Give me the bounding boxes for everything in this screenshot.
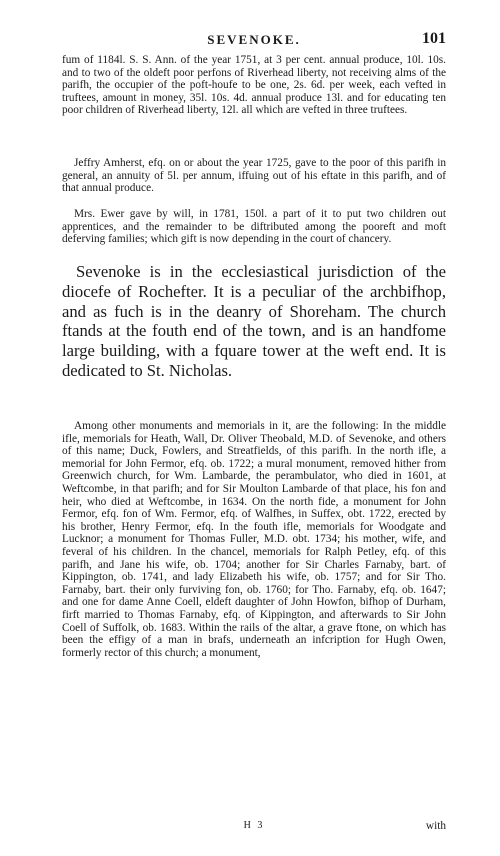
paragraph-jeffry-amherst: Jeffry Amherst, efq. on or about the year 1725, gave to the poor of this parifh in general, an annuity of 5l. per annum, iffuing out of his eftate in this parifh, and of that annual produce.: [62, 157, 446, 195]
catchword: with: [425, 820, 446, 832]
page-number: 101: [422, 30, 446, 47]
paragraph-ecclesiastical-jurisdiction: Sevenoke is in the ecclesiastical jurisdiction of the diocefe of Rochefter. It is a peculiar of the archbifhop, and as fuch is in the deanry of Shoreham. The church ftands at the fouth end of the town, and is an handfome large building, with a fquare tower at the weft end. It is dedicated to St. Nicholas.: [62, 262, 446, 380]
page-footer: [62, 820, 446, 834]
paragraph-mrs-ewer: Mrs. Ewer gave by will, in 1781, 150l. a part of it to put two children out apprentices, and the remainder to be diftributed among the pooreft and moft deferving families; which gift is now depending in the court of chancery.: [62, 208, 446, 246]
paragraph-monuments: Among other monuments and memorials in it, are the following: In the middle ifle, memorials for Heath, Wall, Dr. Oliver Theobald, M.D. of Sevenoke, and others of this name; Duck, Fowlers, and Streatfields, of this parifh. In the north ifle, a memorial for John Fermor, efq. ob. 1722; a mural monument, removed hither from Greenwich church, for Wm. Lambarde, the perambulator, who died in 1601, at Weftcombe, in that parifh; and for Sir Moulton Lambarde of that place, his fon and heir, who died at Weftcombe, in 1634. On the north fide, a monument for John Fermor, efq. fon of Wm. Fermor, efq. of Walfhes, in Suffex, obt. 1722, erected by his brother, Henry Fermor, efq. In the fouth ifle, memorials for Woodgate and Lucknor; a monument for Thomas Fuller, M.D. obt. 1734; his mother, wife, and feveral of his children. In the chancel, memorials for Ralph Petley, efq. of this parifh, and Jane his wife, ob. 1704; another for Sir Charles Farnaby, bart. of Kippington, ob. 1741, and lady Elizabeth his wife, ob. 1757; and for Sir Tho. Farnaby, bart. their only furviving fon, ob. 1760; for Tho. Farnaby, efq. ob. 1647; and one for dame Anne Coell, eldeft daughter of John Howfon, bifhop of Durham, firft married to Thomas Farnaby, efq. of Kippington, and afterwards to Sir John Coell of Suffolk, ob. 1683. Within the rails of the altar, a grave ftone, on which has been the effigy of a man in brafs, underneath an infcription for Hugh Owen, formerly rector of this church; a monument,: [62, 420, 446, 659]
running-header: [62, 32, 446, 52]
signature-mark: H 3: [243, 820, 265, 831]
running-title: SEVENOKE.: [207, 32, 301, 47]
paragraph-charity-fund: fum of 1184l. S. S. Ann. of the year 1751, at 3 per cent. annual produce, 10l. 10s. and to two of the oldeft poor perfons of Riverhead liberty, not receiving alms of the parifh, the occupier of the poft-houfe to be one, 2s. 6d. per week, each vefted in truftees, amount in money, 35l. 10s. 4d. annual produce 13l. and for educating ten poor children of Riverhead liberty, 12l. all which are vefted in three truftees.: [62, 54, 446, 117]
